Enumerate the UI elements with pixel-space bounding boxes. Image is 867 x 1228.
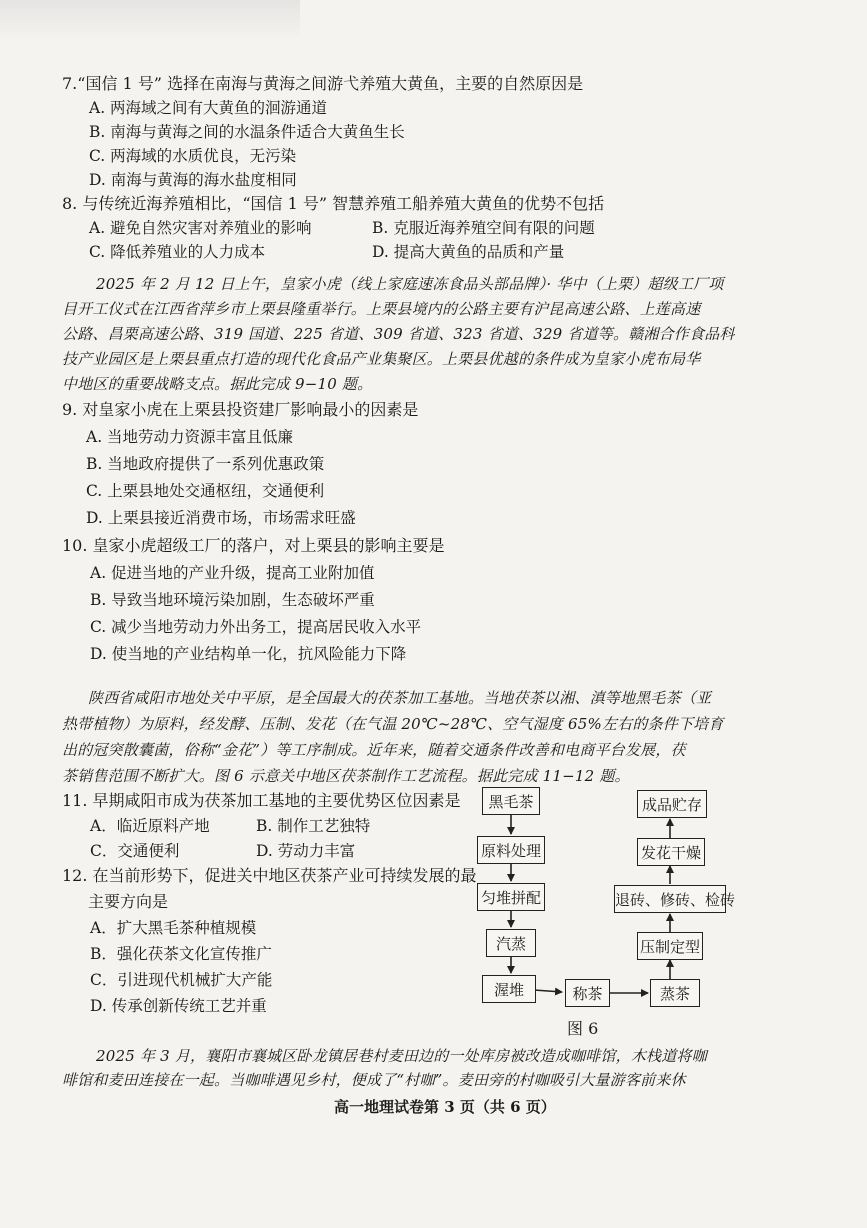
question-8-option-d: D. 提高大黄鱼的品质和产量 <box>372 243 565 261</box>
question-10-option-b: B. 导致当地环境污染加剧，生态破坏严重 <box>90 591 375 609</box>
question-10-option-a: A. 促进当地的产业升级，提高工业附加值 <box>90 564 375 582</box>
passage-3-line-1: 2025 年 3 月，襄阳市襄城区卧龙镇居巷村麦田边的一处库房被改造成咖啡馆，木栈道将咖 <box>96 1047 707 1065</box>
flow-step-weighing: 称茶 <box>565 979 610 1007</box>
question-8-stem: 8. 与传统近海养殖相比，“国信 1 号” 智慧养殖工船养殖大黄鱼的优势不包括 <box>62 194 605 213</box>
figure-label: 图 6 <box>567 1019 599 1038</box>
passage-1-line-3: 公路、昌栗高速公路、319 国道、225 省道、309 省道、323 省道、329 省道等。赣湘合作食品科 <box>62 325 735 343</box>
question-9-stem: 9. 对皇家小虎在上栗县投资建厂影响最小的因素是 <box>62 400 419 419</box>
question-8-option-a: A. 避免自然灾害对养殖业的影响 <box>89 219 312 237</box>
question-9-option-c: C. 上栗县地处交通枢纽，交通便利 <box>86 482 325 500</box>
question-10-option-c: C. 减少当地劳动力外出务工，提高居民收入水平 <box>90 618 422 636</box>
question-9-option-d: D. 上栗县接近消费市场，市场需求旺盛 <box>86 509 356 527</box>
question-12-option-d: D. 传承创新传统工艺并重 <box>90 997 267 1015</box>
passage-1-line-1: 2025 年 2 月 12 日上午，皇家小虎（线上家庭速冻食品头部品牌）· 华中（上栗）超级工厂项 <box>96 275 724 293</box>
question-11-option-b: B. 制作工艺独特 <box>256 817 371 835</box>
question-7-option-b: B. 南海与黄海之间的水温条件适合大黄鱼生长 <box>89 123 405 141</box>
flow-step-raw-black-tea: 黑毛茶 <box>482 787 540 815</box>
flow-step-piling: 渥堆 <box>482 975 536 1003</box>
passage-2-line-2: 热带植物）为原料，经发酵、压制、发花（在气温 20℃~28℃、空气湿度 65%左右的条件下培育 <box>62 715 724 733</box>
flow-step-steaming: 汽蒸 <box>486 929 536 957</box>
question-11-option-a: A．临近原料产地 <box>90 817 210 835</box>
question-7-stem: 7.“国信 1 号” 选择在南海与黄海之间游弋养殖大黄鱼，主要的自然原因是 <box>62 74 584 93</box>
question-8-option-c: C. 降低养殖业的人力成本 <box>89 243 266 261</box>
flow-step-material-processing: 原料处理 <box>477 836 545 864</box>
question-10-stem: 10. 皇家小虎超级工厂的落户，对上栗县的影响主要是 <box>62 536 445 555</box>
passage-2-line-3: 出的冠突散囊菌，俗称“金花”）等工序制成。近年来，随着交通条件改善和电商平台发展，茯 <box>62 741 686 759</box>
question-12-option-c: C．引进现代机械扩大产能 <box>90 971 273 989</box>
passage-1-line-2: 目开工仪式在江西省萍乡市上栗县隆重举行。上栗县境内的公路主要有沪昆高速公路、上莲高速 <box>62 300 701 318</box>
flow-step-pressing: 压制定型 <box>637 932 703 960</box>
flow-step-fermentation-drying: 发花干燥 <box>637 838 705 866</box>
question-12-option-b: B．强化茯茶文化宣传推广 <box>90 945 272 963</box>
page-footer: 高一地理试卷第 3 页（共 6 页） <box>334 1098 556 1116</box>
question-7-option-a: A. 两海域之间有大黄鱼的洄游通道 <box>89 99 328 117</box>
flow-step-storage: 成品贮存 <box>637 790 707 818</box>
question-9-option-a: A. 当地劳动力资源丰富且低廉 <box>86 428 294 446</box>
question-11-option-c: C．交通便利 <box>90 842 180 860</box>
passage-1-line-5: 中地区的重要战略支点。据此完成 9−10 题。 <box>62 375 373 393</box>
flow-step-steam-tea: 蒸茶 <box>650 979 700 1007</box>
question-12-stem-line-2: 主要方向是 <box>88 892 169 911</box>
flow-step-brick-check: 退砖、修砖、检砖 <box>614 885 726 913</box>
passage-1-line-4: 技产业园区是上栗县重点打造的现代化食品产业集聚区。上栗县优越的条件成为皇家小虎布局华 <box>62 350 701 368</box>
question-12-option-a: A．扩大黑毛茶种植规模 <box>90 919 257 937</box>
question-9-option-b: B. 当地政府提供了一系列优惠政策 <box>86 455 325 473</box>
flow-step-blending: 匀堆拼配 <box>477 883 545 911</box>
question-8-option-b: B. 克服近海养殖空间有限的问题 <box>372 219 595 237</box>
passage-3-line-2: 啡馆和麦田连接在一起。当咖啡遇见乡村，便成了“村咖”。麦田旁的村咖吸引大量游客前来休 <box>62 1071 686 1089</box>
question-7-option-d: D. 南海与黄海的海水盐度相同 <box>89 171 297 189</box>
passage-2-line-1: 陕西省咸阳市地处关中平原，是全国最大的茯茶加工基地。当地茯茶以湘、滇等地黑毛茶（亚 <box>88 689 712 707</box>
question-10-option-d: D. 使当地的产业结构单一化，抗风险能力下降 <box>90 645 407 663</box>
question-11-option-d: D. 劳动力丰富 <box>256 842 356 860</box>
question-11-stem: 11. 早期咸阳市成为茯茶加工基地的主要优势区位因素是 <box>62 791 461 810</box>
question-7-option-c: C. 两海域的水质优良，无污染 <box>89 147 297 165</box>
passage-2-line-4: 茶销售范围不断扩大。图 6 示意关中地区茯茶制作工艺流程。据此完成 11−12 题。 <box>62 767 630 785</box>
arrow-5 <box>534 990 562 992</box>
question-12-stem-line-1: 12. 在当前形势下，促进关中地区茯茶产业可持续发展的最 <box>62 866 477 885</box>
